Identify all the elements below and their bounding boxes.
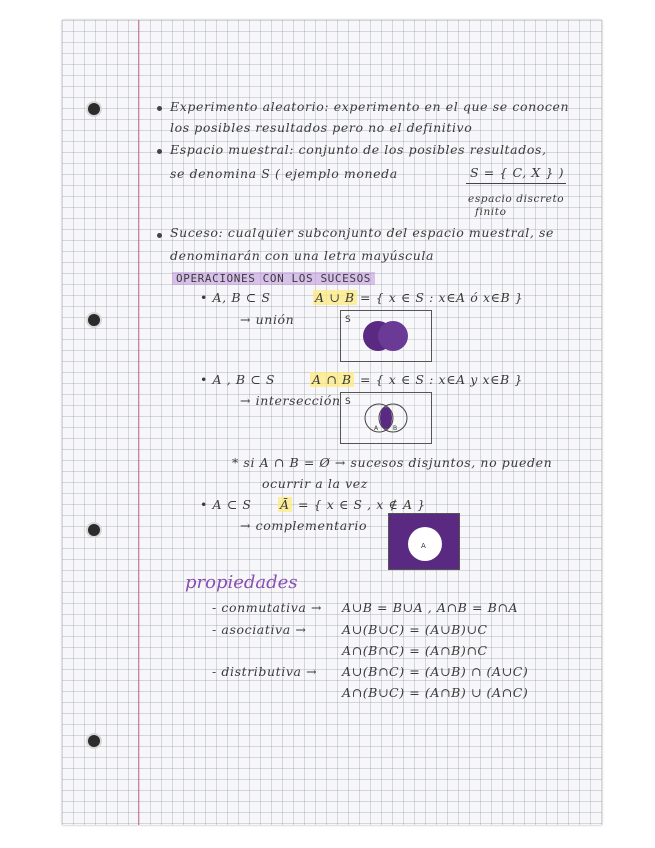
binder-hole	[88, 524, 100, 536]
text-line: → complementario	[240, 518, 368, 533]
text-line: • A, B ⊂ S	[200, 290, 271, 305]
venn-intersection-drawing	[341, 393, 431, 443]
venn-union	[340, 310, 432, 362]
binder-hole	[88, 314, 100, 326]
formula: A∪(B∪C) = (A∪B)∪C	[342, 622, 488, 637]
bullet	[157, 106, 162, 111]
formula: A∩(B∩C) = (A∩B)∩C	[342, 643, 488, 658]
text-line: Experimento aleatorio: experimento en el que se conocen	[170, 99, 570, 114]
annotation: espacio discreto	[468, 193, 565, 205]
text-line: denominarán con una letra mayúscula	[170, 248, 435, 263]
text-line: Suceso: cualquier subconjunto del espacio muestral, se	[170, 225, 555, 240]
venn-union-drawing	[341, 311, 431, 361]
highlighted-formula: Ā	[280, 497, 290, 512]
text-line: - asociativa →	[212, 622, 307, 637]
text-line: • A ⊂ S	[200, 497, 252, 512]
text-line: se denomina S ( ejemplo moneda	[170, 166, 398, 181]
bullet	[157, 233, 162, 238]
underline	[466, 183, 566, 184]
text-line: → intersección	[240, 393, 341, 408]
section-header: propiedades	[185, 572, 298, 593]
notebook-page	[62, 20, 602, 825]
text-line: = { x ∈ S : x∈A y x∈B }	[360, 372, 523, 387]
text-line: = { x ∈ S : x∈A ó x∈B }	[360, 290, 524, 305]
binder-hole	[88, 735, 100, 747]
venn-circle	[378, 321, 408, 351]
text-line: los posibles resultados pero no el definitivo	[170, 120, 473, 135]
text-line: ocurrir a la vez	[262, 476, 368, 491]
section-header: OPERACIONES CON LOS SUCESOS	[172, 270, 375, 285]
text-line: - distributiva →	[212, 664, 318, 679]
highlighted-formula: A ∩ B	[312, 372, 352, 387]
text-line: * si A ∩ B = Ø → sucesos disjuntos, no pueden	[232, 455, 553, 470]
venn-label: B	[393, 425, 398, 432]
sample-space-example: S = { C, X } )	[470, 165, 565, 180]
text-line: Espacio muestral: conjunto de los posibles resultados,	[170, 142, 547, 157]
text-line: → unión	[240, 312, 295, 327]
formula: A∪(B∩C) = (A∪B) ∩ (A∪C)	[342, 664, 529, 679]
formula: A∪B = B∪A , A∩B = B∩A	[342, 600, 519, 615]
venn-label: A	[421, 542, 426, 550]
text-line: - conmutativa →	[212, 600, 323, 615]
text-line: • A , B ⊂ S	[200, 372, 276, 387]
venn-label: S	[345, 315, 351, 325]
binder-hole	[88, 103, 100, 115]
venn-complement-drawing	[389, 514, 459, 569]
venn-overlap	[380, 407, 392, 429]
highlighted-formula: A ∪ B	[315, 290, 355, 305]
text-line: = { x ∈ S , x ∉ A }	[298, 497, 426, 512]
venn-complement	[388, 513, 460, 570]
annotation: finito	[475, 206, 507, 218]
bullet	[157, 149, 162, 154]
venn-label: A	[374, 425, 379, 432]
venn-label: S	[345, 397, 351, 407]
formula: A∩(B∪C) = (A∩B) ∪ (A∩C)	[342, 685, 529, 700]
venn-intersection	[340, 392, 432, 444]
margin-line	[138, 20, 139, 825]
